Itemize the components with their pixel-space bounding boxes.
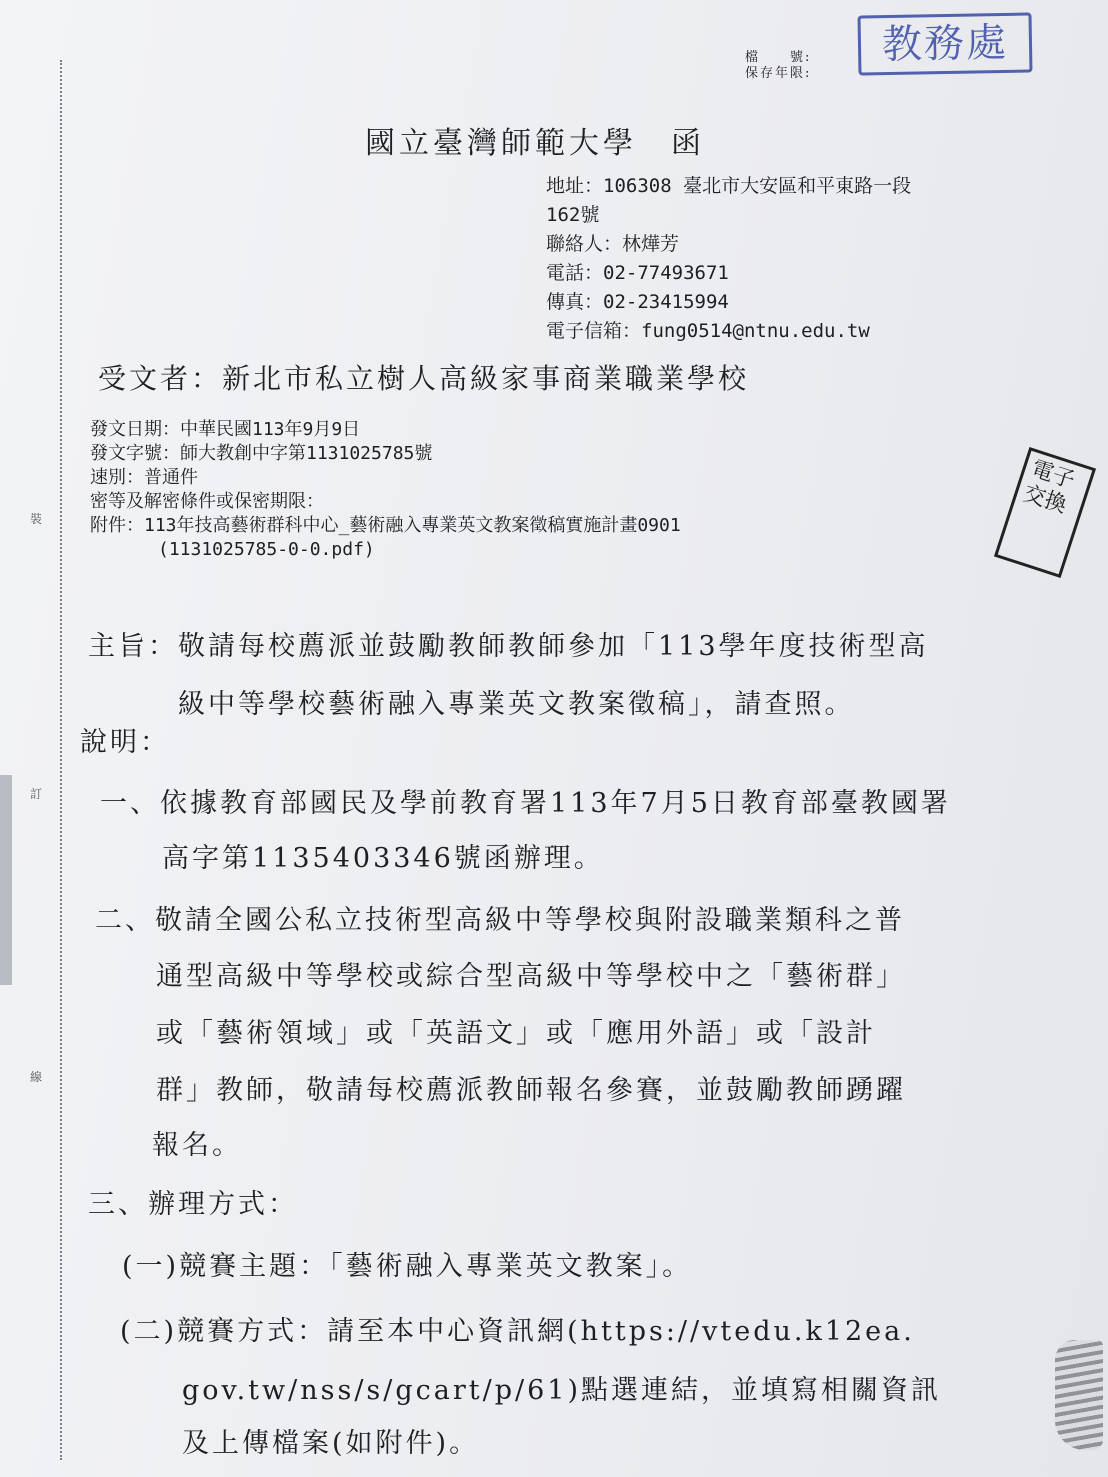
sender-fax: 傳真：02-23415994 [546, 291, 729, 313]
file-no-label: 檔 號: [745, 50, 812, 65]
item-one-line1: 一、依據教育部國民及學前教育署113年7月5日教育部臺教國署 [100, 788, 951, 819]
edge-shadow-mark [1055, 1340, 1103, 1450]
subject-line1: 主旨：敬請每校薦派並鼓勵教師教師參加「113學年度技術型高 [88, 631, 929, 662]
sender-address-line1: 地址：106308 臺北市大安區和平東路一段 [546, 175, 912, 197]
delivery-speed: 速別：普通件 [90, 467, 198, 488]
issue-date: 發文日期：中華民國113年9月9日 [90, 419, 361, 440]
subject-line2: 級中等學校藝術融入專業英文教案徵稿」，請查照。 [178, 689, 855, 720]
doc-meta [90, 418, 681, 562]
explanation-label: 說明： [80, 727, 170, 758]
sender-email: 電子信箱：fung0514@ntnu.edu.tw [546, 320, 870, 342]
binding-dotted-line [60, 60, 62, 1460]
sender-block [546, 172, 911, 346]
sub-item-two-line2: gov.tw/nss/s/gcart/p/61)點選連結，並填寫相關資訊 [182, 1375, 942, 1406]
binding-mark-xian: 線 [30, 1070, 43, 1084]
file-meta [745, 50, 811, 82]
sub-item-two-line3: 及上傳檔案(如附件)。 [182, 1428, 480, 1459]
retention-label: 保存年限: [745, 66, 812, 81]
item-one-line2: 高字第1135403346號函辦理。 [162, 843, 604, 874]
item-two-line4: 群」教師，敬請每校薦派教師報名參賽，並鼓勵教師踴躍 [156, 1075, 906, 1106]
page-title: 國立臺灣師範大學 函 [365, 126, 705, 161]
margin-edge [0, 775, 12, 985]
secrecy-level: 密等及解密條件或保密期限： [90, 491, 324, 512]
electronic-exchange-seal: 電子交換 [994, 447, 1096, 578]
doc-number: 發文字號：師大教創中字第1131025785號 [90, 443, 433, 464]
sender-address-line2: 162號 [546, 204, 600, 226]
item-two-line3: 或「藝術領域」或「英語文」或「應用外語」或「設計 [156, 1018, 876, 1049]
binding-mark-zhuang: 裝 [30, 512, 43, 526]
recipient: 受文者：新北市私立樹人高級家事商業職業學校 [98, 362, 750, 395]
sender-phone: 電話：02-77493671 [546, 262, 729, 284]
item-two-line5: 報名。 [152, 1130, 242, 1161]
sub-item-one: (一)競賽主題：「藝術融入專業英文教案」。 [122, 1251, 693, 1282]
academic-affairs-stamp: 教務處 [857, 12, 1032, 75]
item-two-line1: 二、敬請全國公私立技術型高級中等學校與附設職業類科之普 [95, 905, 905, 936]
sender-contact: 聯絡人：林燁芳 [546, 233, 680, 255]
item-three: 三、辦理方式： [88, 1189, 298, 1220]
subject [88, 618, 929, 734]
attachment-line2: (1131025785-0-0.pdf) [158, 539, 375, 560]
attachment-line1: 附件：113年技高藝術群科中心_藝術融入專業英文教案徵稿實施計畫0901 [90, 515, 681, 536]
item-two-line2: 通型高級中等學校或綜合型高級中等學校中之「藝術群」 [156, 961, 906, 992]
binding-mark-ding: 訂 [30, 787, 43, 801]
sub-item-two-line1: (二)競賽方式：請至本中心資訊網(https://vtedu.k12ea. [120, 1316, 915, 1347]
